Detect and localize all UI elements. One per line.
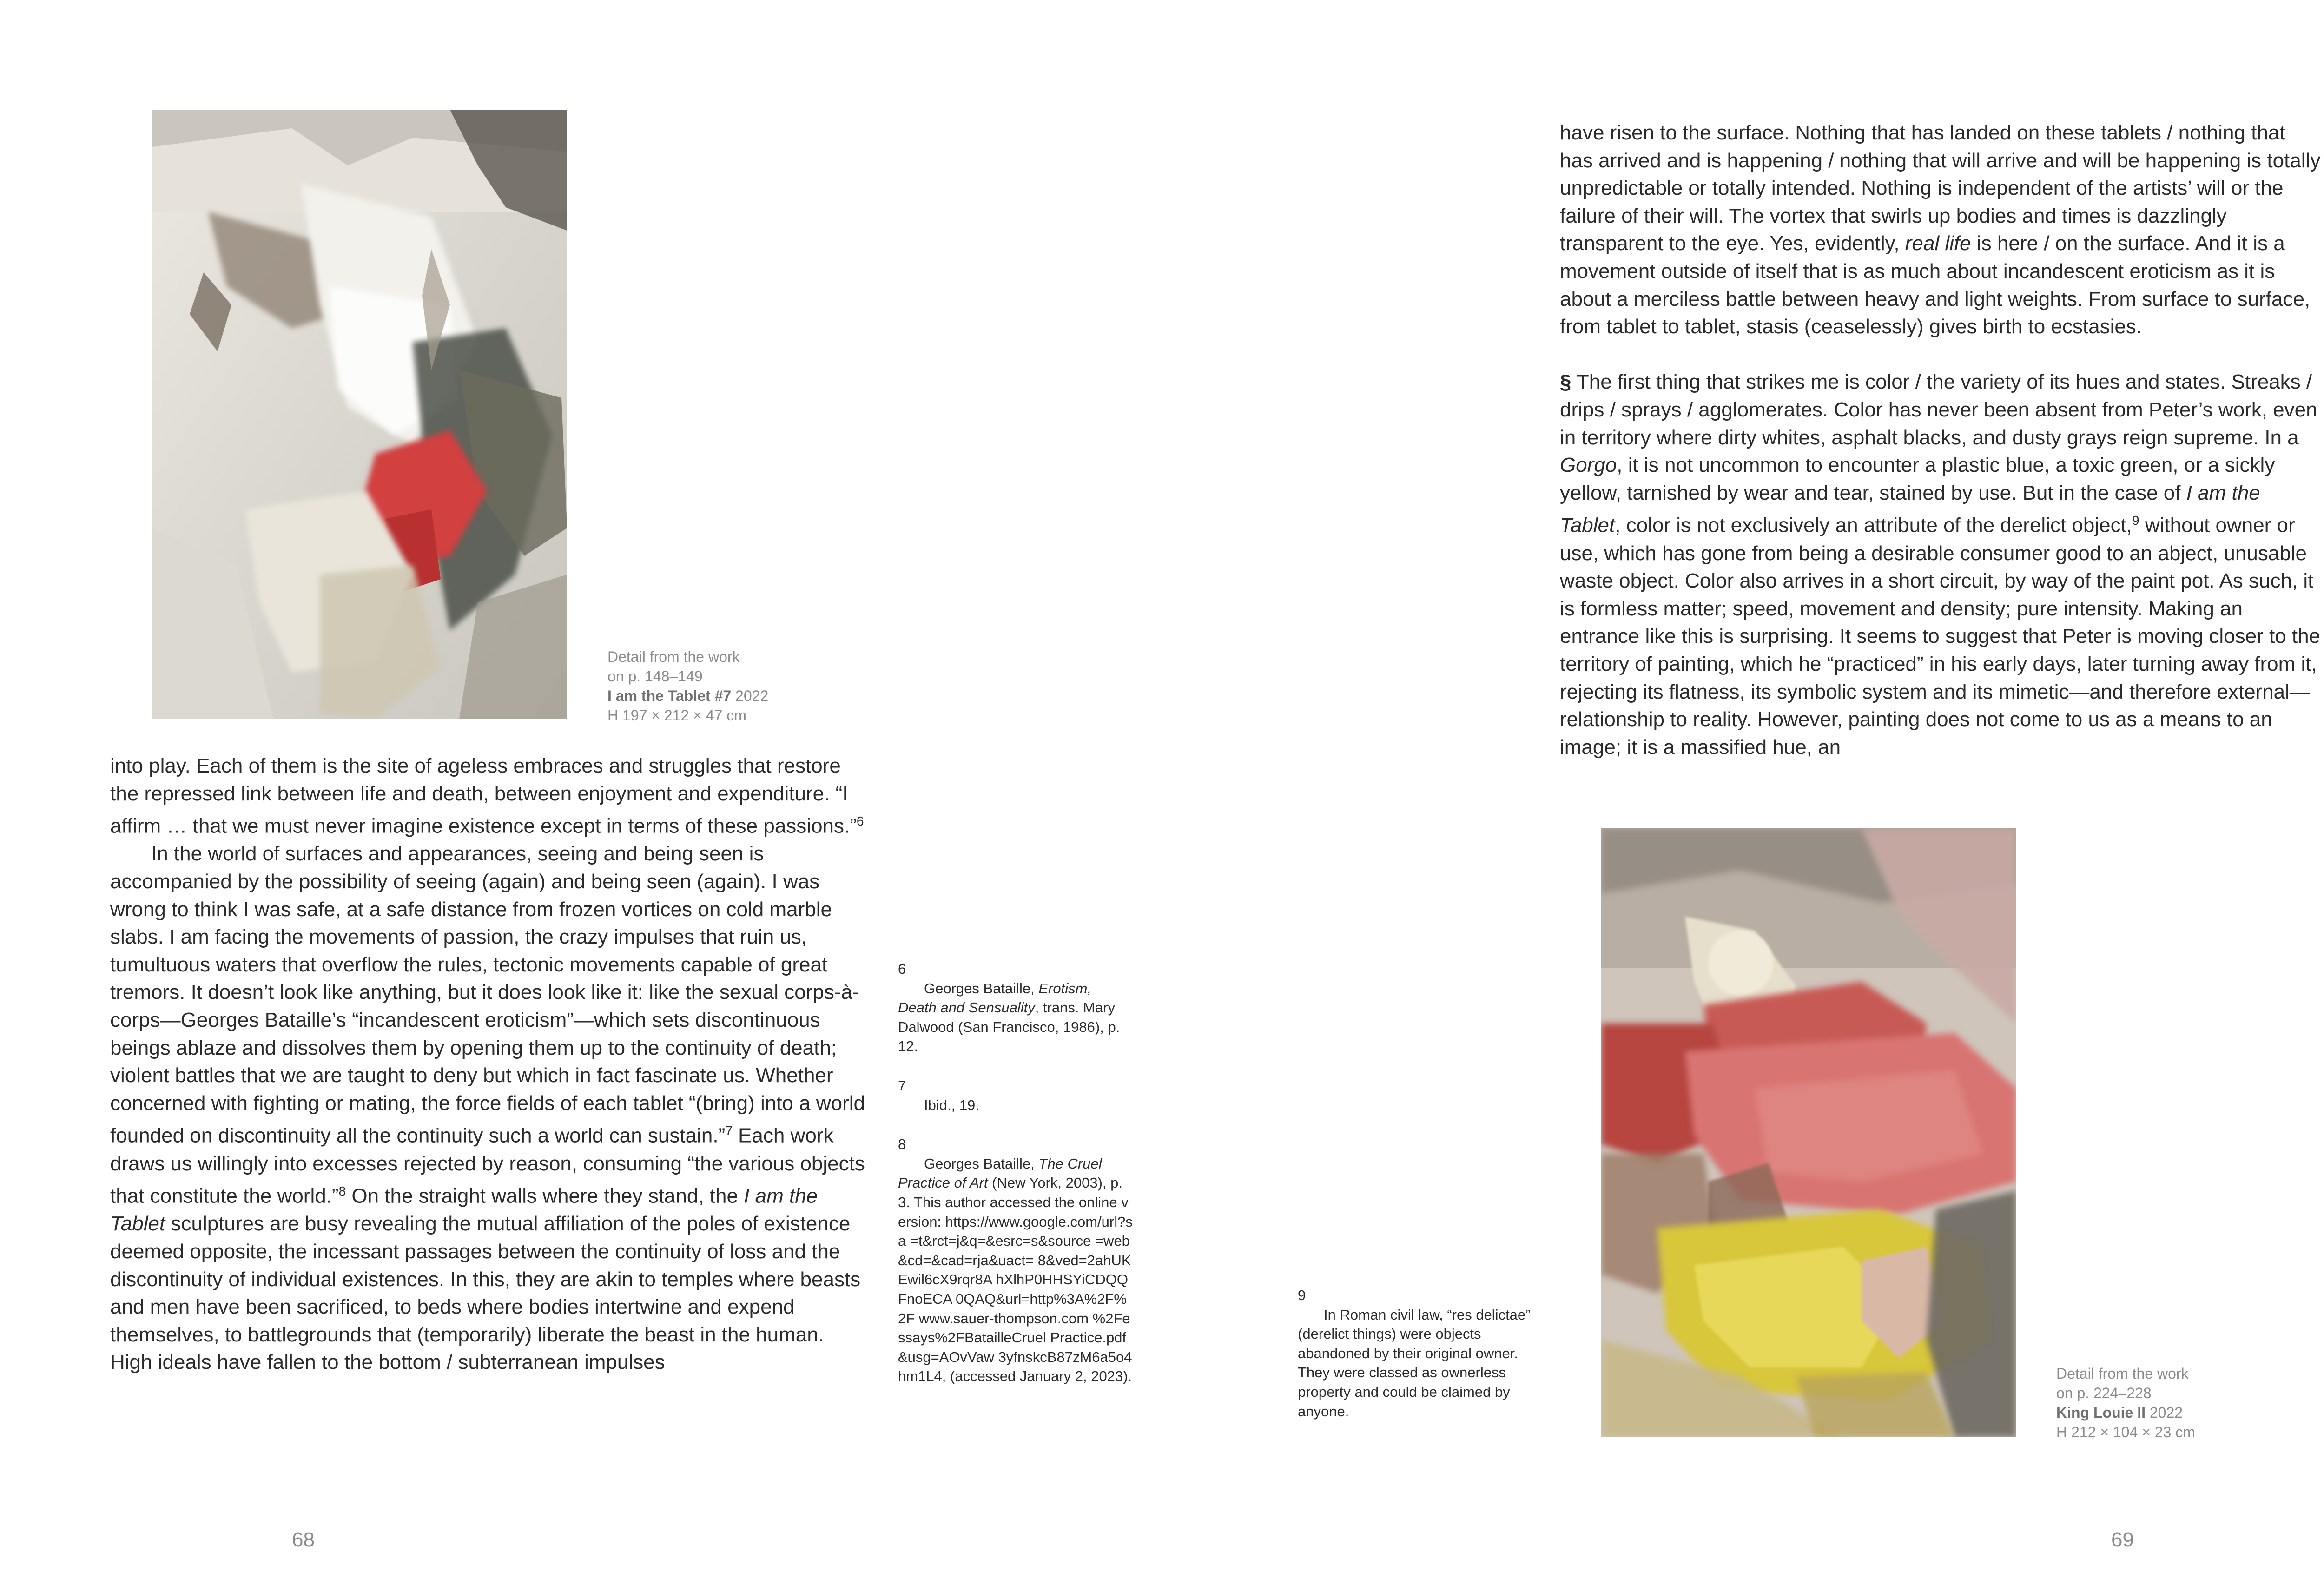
footnote-8-text-b: (New York, 2003), p. 3. This author accessed the online version: https://www.google.com/url?sa =t&rct=j&q=&esrc=s&source =web&cd=&cad=rja&uact= 8&ved=2ahUKEwil6cX9rqr8A hXlhP0HHSYiCDQQFnoECA 0QAQ&url=http%3A%2F%2F www.sauer-thompson.com %2Fessays%2FBatailleCruel Practice.pdf&usg=AOvVaw 3yfnskcB87zM6a5o4hm1L4, (accessed January 2, 2023). — [898, 1175, 1133, 1385]
footnote-7-text: Ibid., 19. — [924, 1097, 979, 1113]
right-paragraph-1 — [1560, 119, 2322, 341]
footnote-9-text: In Roman civil law, “res delictae” (derelict things) were objects abandoned by their original owner. They were classed as ownerless property and could be claimed by anyone. — [1298, 1306, 1531, 1420]
footnote-7-number: 7 — [898, 1077, 906, 1094]
footnote-ref-7: 7 — [725, 1123, 733, 1138]
section-mark: § — [1560, 370, 1571, 394]
footnote-9 — [1298, 1286, 1535, 1421]
caption-title-line-right — [2056, 1403, 2251, 1422]
caption-title-line — [607, 686, 803, 706]
left-footnotes — [898, 959, 1133, 1406]
footnote-8-text-a: Georges Bataille, — [924, 1155, 1039, 1172]
caption-line-2-right: on p. 224–228 — [2056, 1385, 2152, 1401]
footnote-6-text-a: Georges Bataille, — [924, 980, 1039, 997]
left-paragraph-2-part-a: In the world of surfaces and appearances, seeing and being seen is accompanied by the possibility of seeing (again) and being seen (again). I was wrong to think I was safe, at a safe distance from frozen vortices on cold marble slabs. I am facing the movements of passion, the crazy impulses that ruin us, tumultuous waters that overflow the rules, tectonic movements capable of great tremors. It doesn’t look like anything, but it does look like it: like the sexual corps-à-corps—Georges Bataille’s “incandescent eroticism”—which sets discontinuous beings ablaze and dissolves them by opening them up to the continuity of death; violent battles that we are taught to deny but which in fact fascinate us. Whether concerned with fighting or mating, the force fields of each tablet “(bring) into a world founded on discontinuity all the continuity such a world can sustain.” — [110, 842, 865, 1148]
caption-work-title-right: King Louie II — [2056, 1404, 2146, 1421]
caption-dimensions: H 197 × 212 × 47 cm — [607, 707, 746, 724]
right-paragraph-2-part-d: without owner or use, which has gone from being a desirable consumer good to an abject, unusable waste object. Color also arrives in a short circuit, by way of the paint pot. As such, it is formless matter; speed, movement and density; pure intensity. Making an entrance like this is surprising. It seems to suggest that Peter is moving closer to the territory of painting, which he “practiced” in his early days, later turning away from it, rejecting its flatness, its symbolic system and its mimetic—and therefore external—relationship to reality. However, painting does not come to us as a means to an image; it is a massified hue, an — [1560, 514, 2321, 759]
left-paragraph-2-part-b: Each work draws us willingly into excesses rejected by reason, consuming “the various objects that constitute the world.” — [110, 1124, 865, 1208]
image-caption-left — [607, 647, 803, 725]
right-paragraph-2-part-c: , color is not exclusively an attribute of the derelict object, — [1615, 514, 2133, 537]
right-paragraph-2 — [1560, 368, 2322, 761]
caption-dimensions-right: H 212 × 104 × 23 cm — [2056, 1424, 2195, 1440]
right-paragraph-2-part-a: The first thing that strikes me is color / the variety of its hues and states. Streaks / drips / sprays / agglomerates. Color has never been absent from Peter’s work, even in territory where dirty whites, asphalt blacks, and dusty grays reign supreme. In a — [1560, 370, 2317, 449]
footnote-9-number: 9 — [1298, 1287, 1306, 1303]
gorgo-italic: Gorgo — [1560, 454, 1617, 477]
caption-year: 2022 — [735, 687, 769, 704]
artwork-image-king-louie-ii — [1601, 828, 2016, 1437]
right-paragraph-1-part-b: is here / on the surface. And it is a movement outside of itself that is as much about incandescent eroticism as it is about a merciless battle between heavy and light weights. From surface to surface, from tablet to tablet, stasis (ceaselessly) gives birth to ecstasies. — [1560, 232, 2311, 338]
caption-line-1: Detail from the work — [607, 648, 740, 665]
work-title-italic: I am the Tablet — [110, 1184, 818, 1235]
left-paragraph-2 — [110, 840, 868, 1376]
artwork-image-i-am-the-tablet-7 — [152, 110, 567, 719]
footnote-6-number: 6 — [898, 961, 906, 977]
footnote-6 — [898, 959, 1133, 1056]
left-paragraph-2-part-c: On the straight walls where they stand, the — [346, 1184, 744, 1208]
work-title-italic-2: I am the Tablet — [1560, 481, 2260, 537]
footnote-8-number: 8 — [898, 1136, 906, 1153]
footnote-8 — [898, 1135, 1133, 1386]
left-paragraph-2-part-d: sculptures are busy revealing the mutual affiliation of the poles of existence deemed opposite, the incessant passages between the continuity of loss and the discontinuity of individual existences. In this, they are akin to temples where beasts and men have been sacrificed, to beds where bodies intertwine and expend themselves, to battlegrounds that (temporarily) liberate the beast in the human. High ideals have fallen to the bottom / subterranean impulses — [110, 1212, 861, 1374]
footnote-7 — [898, 1076, 1133, 1115]
footnote-6-text-b: , trans. Mary Dalwood (San Francisco, 1986), p. 12. — [898, 999, 1120, 1055]
right-paragraph-2-part-b: , it is not uncommon to encounter a plastic blue, a toxic green, or a sickly yellow, tarnished by wear and tear, stained by use. But in the case of — [1560, 454, 2275, 504]
page-number-left: 68 — [292, 1528, 315, 1551]
left-paragraph-1 — [110, 752, 868, 840]
caption-line-2: on p. 148–149 — [607, 668, 703, 685]
footnote-ref-6: 6 — [856, 814, 864, 829]
right-page-body-text — [1560, 119, 2322, 761]
footnote-6-italic: Erotism, Death and Sensuality — [898, 980, 1092, 1016]
caption-year-right: 2022 — [2149, 1404, 2183, 1421]
right-paragraph-1-part-a: have risen to the surface. Nothing that has landed on these tablets / nothing that has arrived and is happening / nothing that will arrive and will be happening is totally unpredictable or totally intended. Nothing is independent of the artists’ will or the failure of their will. The vortex that swirls up bodies and times is dazzlingly transparent to the eye. Yes, evidently, — [1560, 121, 2321, 255]
image-caption-right — [2056, 1364, 2251, 1442]
left-page-body-text — [110, 752, 868, 1376]
footnote-ref-8: 8 — [338, 1184, 346, 1199]
left-paragraph-1-text: into play. Each of them is the site of ageless embraces and struggles that restore the repressed link between life and death, between enjoyment and expenditure. “I affirm … that we must never imagine existence except in terms of these passions.” — [110, 754, 857, 838]
footnote-ref-9: 9 — [2132, 513, 2139, 528]
real-life-italic: real life — [1905, 232, 1971, 255]
page-number-right: 69 — [2111, 1528, 2134, 1551]
caption-line-1-right: Detail from the work — [2056, 1365, 2189, 1382]
caption-work-title: I am the Tablet #7 — [607, 687, 732, 704]
footnote-8-italic: The Cruel Practice of Art — [898, 1155, 1102, 1191]
